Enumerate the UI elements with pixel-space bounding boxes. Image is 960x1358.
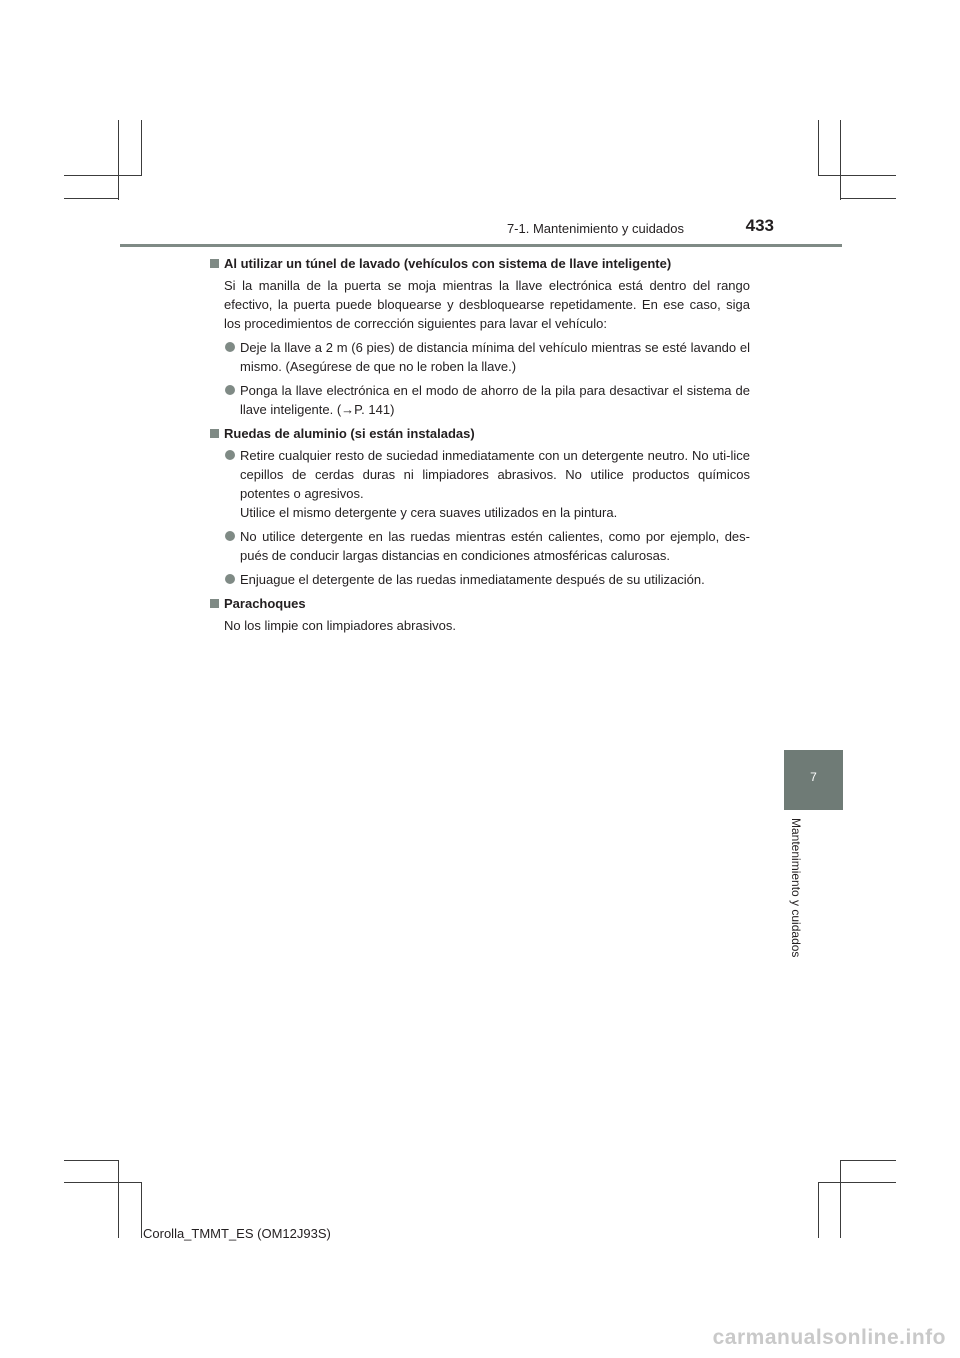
list-item: Retire cualquier resto de suciedad inmediatamente con un detergente neutro. No uti-lice cepillos de cerdas duras ni limpiadores abrasivos. No utilice productos químicos potentes o agresivos. Utilice el mismo detergente y cera suaves utilizados en la pintura.	[208, 446, 750, 522]
crop-mark	[64, 1182, 142, 1183]
crop-mark	[64, 198, 119, 199]
circle-bullet-icon	[225, 531, 235, 541]
page-content	[208, 254, 750, 640]
paragraph: Si la manilla de la puerta se moja mientras la llave electrónica está dentro del rango efectivo, la puerta puede bloquearse y desbloquearse repetidamente. En ese caso, siga los procedimientos de corrección siguientes para lavar el vehículo:	[224, 278, 750, 331]
list-item: Enjuague el detergente de las ruedas inmediatamente después de su utilización.	[208, 570, 750, 589]
section-car-wash	[208, 254, 750, 419]
crop-mark	[118, 120, 119, 200]
section-title: 7-1. Mantenimiento y cuidados	[506, 221, 684, 236]
list-item: Deje la llave a 2 m (6 pies) de distancia mínima del vehículo mientras se esté lavando el mismo. (Asegúrese de que no le roben la llave.)	[208, 338, 750, 376]
crop-mark	[64, 1160, 119, 1161]
page-number: 433	[745, 216, 774, 235]
square-bullet-icon	[210, 429, 219, 438]
document-id: Corolla_TMMT_ES (OM12J93S)	[143, 1226, 331, 1241]
circle-bullet-icon	[225, 385, 235, 395]
crop-mark	[840, 120, 841, 200]
square-bullet-icon	[210, 259, 219, 268]
list-item: No utilice detergente en las ruedas mientras estén calientes, como por ejemplo, des-pués de conducir largas distancias en condiciones atmosféricas calurosas.	[208, 527, 750, 565]
chapter-tab	[784, 750, 843, 810]
section-bumpers	[208, 594, 750, 635]
crop-mark	[118, 1160, 119, 1238]
crop-mark	[818, 1182, 896, 1183]
chapter-label: Mantenimiento y cuidados	[789, 818, 803, 958]
crop-mark	[840, 1160, 896, 1161]
section-aluminum-wheels	[208, 424, 750, 589]
circle-bullet-icon	[225, 574, 235, 584]
section-heading: Parachoques	[208, 594, 750, 613]
paragraph: No los limpie con limpiadores abrasivos.	[224, 618, 456, 633]
circle-bullet-icon	[225, 450, 235, 460]
crop-mark	[840, 1160, 841, 1238]
crop-mark	[818, 1182, 819, 1238]
circle-bullet-icon	[225, 342, 235, 352]
crop-mark	[141, 1182, 142, 1238]
watermark: carmanualsonline.info	[712, 1326, 946, 1349]
chapter-number: 7	[810, 770, 817, 784]
list-item: Ponga la llave electrónica en el modo de ahorro de la pila para desactivar el sistema de llave inteligente. (→P. 141)	[208, 381, 750, 419]
header-rule	[120, 244, 842, 247]
section-heading: Al utilizar un túnel de lavado (vehículos con sistema de llave inteligente)	[208, 254, 750, 273]
crop-mark	[141, 120, 142, 176]
crop-mark	[818, 120, 819, 176]
square-bullet-icon	[210, 599, 219, 608]
crop-mark	[840, 198, 896, 199]
crop-mark	[818, 175, 896, 176]
crop-mark	[64, 175, 142, 176]
page-header	[120, 218, 842, 244]
section-heading: Ruedas de aluminio (si están instaladas)	[208, 424, 750, 443]
